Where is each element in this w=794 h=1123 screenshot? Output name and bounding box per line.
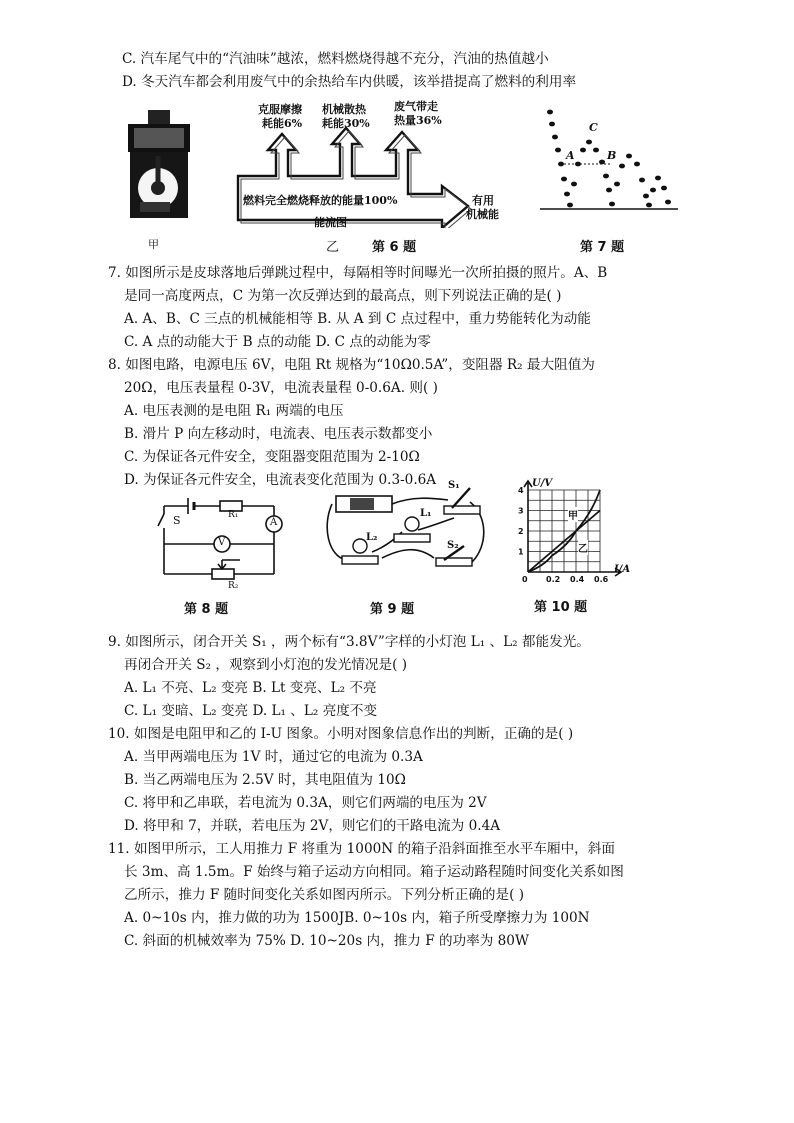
fig6-useful-energy-label-1: 有用 [472, 194, 494, 207]
q10-option-b: B. 当乙两端电压为 2.5V 时，其电阻值为 10Ω [124, 772, 406, 788]
chart-x-tick-label: 0 [522, 575, 528, 584]
fig6-caption: 第 6 题 [372, 240, 417, 255]
q8-option-d: D. 为保证各元件安全，电流表变化范围为 0.3-0.6A [124, 472, 437, 488]
fig10-y-axis-label: U/V [532, 478, 553, 489]
fig8-caption: 第 8 题 [184, 602, 229, 617]
fig8-r2-label: R₂ [228, 581, 239, 591]
q10-option-c: C. 将甲和乙串联，若电流为 0.3A，则它们两端的电压为 2V [124, 795, 487, 811]
fig10-x-axis-label: I/A [614, 564, 631, 575]
q10-stem: 10. 如图是电阻甲和乙的 I-U 图象。小明对图象信息作出的判断，正确的是( ) [108, 726, 574, 742]
q9-stem-line2: 再闭合开关 S₂ ，观察到小灯泡的发光情况是( ) [124, 657, 408, 673]
fig9-l1-label: L₁ [420, 508, 432, 519]
fig8-voltmeter-label: V [218, 537, 226, 548]
fig8-r1-label: R₁ [228, 510, 239, 520]
chart-x-tick-label: 0.2 [546, 575, 561, 584]
fig6-exhaust-label-1: 废气带走 [394, 100, 438, 113]
fig6-friction-label-2: 耗能6% [262, 117, 303, 130]
fig6-useful-energy-label-2: 机械能 [466, 208, 499, 221]
q11-stem-line2: 长 3m、高 1.5m。F 始终与箱子运动方向相同。箱子运动路程随时间变化关系如图 [124, 864, 624, 880]
q6-option-c: C. 汽车尾气中的“汽油味”越浓，燃料燃烧得越不充分，汽油的热值越小 [122, 51, 549, 67]
fig8-ammeter-label: A [270, 517, 278, 528]
fig10-series-jia-label: 甲 [568, 507, 578, 522]
q7-stem-line2: 是同一高度两点，C 为第一次反弹达到的最高点，则下列说法正确的是( ) [124, 288, 562, 304]
fig7-caption: 第 7 题 [580, 240, 625, 255]
fig7-point-b: B [607, 149, 617, 162]
fig9-l2-label: L₂ [366, 532, 378, 543]
fig6-engine-diagram [120, 108, 200, 228]
fig9-s2-label: S₂ [447, 540, 459, 551]
fig6-friction-label-1: 克服摩擦 [258, 103, 302, 116]
fig10-series-yi-label: 乙 [578, 540, 588, 555]
fig7-point-c: C [589, 121, 598, 134]
q8-option-c: C. 为保证各元件安全，变阻器变阻范围为 2-10Ω [124, 449, 420, 465]
fig6-heat-label-1: 机械散热 [322, 103, 366, 116]
fig10-iu-chart [512, 478, 631, 584]
chart-y-tick-label: 1 [518, 547, 524, 557]
fig6-fuel-energy-label: 燃料完全燃烧释放的能量100% [243, 194, 398, 207]
q9-options-cd: C. L₁ 变暗、L₂ 变亮 D. L₁ 、L₂ 亮度不变 [124, 703, 378, 719]
q9-options-ab: A. L₁ 不亮、L₂ 变亮 B. Lt 变亮、L₂ 不亮 [124, 680, 377, 696]
chart-y-tick-label: 2 [518, 527, 524, 536]
fig9-circuit-diagram [322, 476, 492, 586]
q11-stem-line1: 11. 如图甲所示，工人用推力 F 将重为 1000N 的箱子沿斜面推至水平车厢中，斜面 [108, 841, 615, 857]
q10-option-d: D. 将甲和 7，并联，若电压为 2V，则它们的干路电流为 0.4A [124, 818, 501, 834]
q8-stem-line1: 8. 如图电路，电源电压 6V，电阻 Rt 规格为“10Ω0.5A”，变阻器 R₂ 最大阻值为 [108, 357, 595, 373]
chart-x-tick-label: 0.4 [570, 575, 585, 584]
q8-stem-line2: 20Ω，电压表量程 0-3V，电流表量程 0-0.6A. 则( ) [124, 380, 438, 396]
q11-options-cd: C. 斜面的机械效率为 75% D. 10~20s 内，推力 F 的功率为 80W [124, 933, 529, 949]
q7-options-ab: A. A、B、C 三点的机械能相等 B. 从 A 到 C 点过程中，重力势能转化为动能 [124, 311, 591, 327]
fig9-caption: 第 9 题 [370, 602, 415, 617]
fig6-energy-flow-title: 能流图 [314, 216, 347, 229]
chart-y-tick-label: 4 [518, 486, 524, 495]
q6-option-d: D. 冬天汽车都会利用废气中的余热给车内供暖，该举措提高了燃料的利用率 [122, 74, 577, 90]
fig6-label-yi: 乙 [326, 240, 340, 255]
fig6-heat-label-2: 耗能30% [322, 117, 370, 130]
fig9-s1-label: S₁ [448, 480, 460, 491]
q8-option-b: B. 滑片 P 向左移动时，电流表、电压表示数都变小 [124, 426, 433, 442]
fig6-exhaust-label-2: 热量36% [394, 114, 442, 127]
chart-x-tick-label: 0.6 [594, 575, 609, 584]
q8-option-a: A. 电压表测的是电阻 R₁ 两端的电压 [124, 403, 344, 419]
q10-option-a: A. 当甲两端电压为 1V 时，通过它的电流为 0.3A [124, 749, 423, 765]
q11-stem-line3: 乙所示，推力 F 随时间变化关系如图丙所示。下列分析正确的是( ) [124, 887, 525, 903]
q11-options-ab: A. 0~10s 内，推力做的功为 1500JB. 0~10s 内，箱子所受摩擦力为 100N [124, 910, 590, 926]
q7-options-cd: C. A 点的动能大于 B 点的动能 D. C 点的动能为零 [124, 334, 431, 350]
fig6-label-jia: 甲 [148, 238, 159, 251]
fig10-caption: 第 10 题 [534, 600, 588, 615]
chart-y-tick-label: 3 [518, 506, 524, 516]
fig7-point-a: A [566, 149, 575, 162]
q7-stem-line1: 7. 如图所示是皮球落地后弹跳过程中，每隔相等时间曝光一次所拍摄的照片。A、B [108, 265, 608, 281]
fig7-bouncing-ball-diagram [530, 104, 680, 214]
q9-stem-line1: 9. 如图所示，闭合开关 S₁ ，两个标有“3.8V”字样的小灯泡 L₁ 、L₂ 都能发光。 [108, 634, 590, 650]
fig8-switch-label: S [173, 514, 181, 527]
